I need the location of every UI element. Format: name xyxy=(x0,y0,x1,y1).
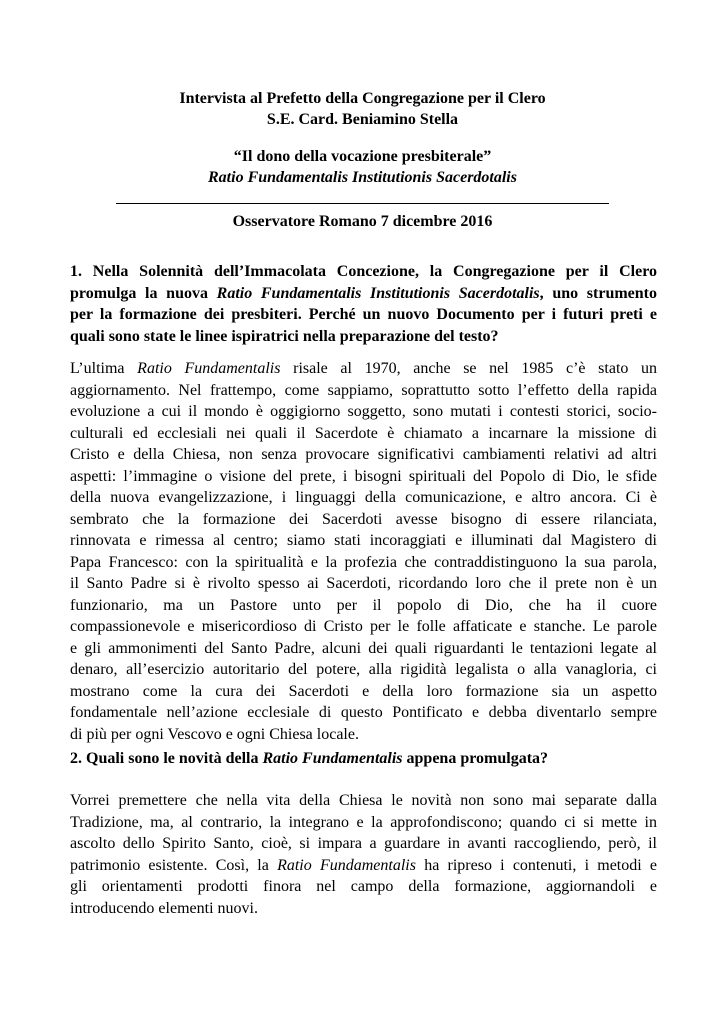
answer-2-line: gli orientamenti prodotti finora nel campo della formazione, aggiornandoli e xyxy=(70,878,657,895)
interviewee-name: S.E. Card. Beniamino Stella xyxy=(266,111,459,128)
answer-2-line: Tradizione, ma, al contrario, la integrano e la approfondiscono; quando ci si mette in xyxy=(70,813,657,831)
answer-1-line: il Santo Padre si è rivolto spesso ai Sacerdoti, ricordando loro che il prete non è un xyxy=(70,575,657,592)
answer-1-line: culturali ed ecclesiali nei quali il Sacerdote è chiamato a incarnare la missione di xyxy=(70,424,657,442)
answer-1-line: aggiornamento. Nel frattempo, come sappiamo, soprattutto sotto l’effetto della rapida xyxy=(70,381,657,399)
question-1-line: promulga la nuova Ratio Fundamentalis Institutionis Sacerdotalis, uno strumento xyxy=(70,284,657,302)
question-2-line: 2. Quali sono le novità della Ratio Fundamentalis appena promulgata? xyxy=(70,750,549,767)
answer-2 xyxy=(70,790,657,919)
question-1-line: 1. Nella Solennità dell’Immacolata Concezione, la Congregazione per il Clero xyxy=(70,263,657,280)
answer-1-line: di più per ogni Vescovo e ogni Chiesa locale. xyxy=(70,725,359,743)
question-1-line: quali sono state le linee ispiratrici nella preparazione del testo? xyxy=(70,327,499,345)
answer-1-line: funzionario, ma un Pastore unto per il popolo di Dio, che ha il cuore xyxy=(70,596,657,614)
question-2 xyxy=(70,748,657,770)
answer-1-line: Cristo e della Chiesa, non senza provocare significativi cambiamenti relativi ad altri xyxy=(70,446,657,463)
question-1-line: per la formazione dei presbiteri. Perché un nuovo Documento per i futuri preti e xyxy=(70,306,657,323)
answer-1-line: denaro, all’esercizio autoritario del potere, alla rigidità legalista o alla vanagloria, ci xyxy=(70,661,657,678)
answer-1 xyxy=(70,358,657,745)
answer-2-line: introducendo elementi nuovi. xyxy=(70,899,258,917)
interview-subtitle: “Il dono della vocazione presbiterale” xyxy=(233,148,492,165)
answer-1-line: Papa Francesco: con la spiritualità e la profezia che contraddistinguono la sua parola, xyxy=(70,553,657,571)
answer-1-line: fondamentale nell’azione ecclesiale di questo Pontificato e debba diventarlo sempre xyxy=(70,704,657,721)
answer-1-line: sembrato che la formazione dei Sacerdoti avesse bisogno di essere rilanciata, xyxy=(70,510,657,528)
header-divider xyxy=(116,203,609,204)
answer-2-line: patrimonio esistente. Così, la Ratio Fundamentalis ha ripreso i contenuti, i metodi e xyxy=(70,856,658,874)
answer-1-line: L’ultima Ratio Fundamentalis risale al 1970, anche se nel 1985 c’è stato un xyxy=(70,360,658,377)
interview-title: Intervista al Prefetto della Congregazione per il Clero xyxy=(179,90,546,107)
answer-2-line: ascolto dello Spirito Santo, cioè, si impara a guardare in avanti raccogliendo, però, il xyxy=(70,835,657,852)
answer-1-line: e gli ammonimenti del Santo Padre, alcuni dei quali riguardanti le tentazioni legate al xyxy=(70,639,657,657)
question-1 xyxy=(70,261,657,347)
answer-1-line: rinnovata e rimessa al centro; siamo stati incoraggiati e illuminati dal Magistero di xyxy=(70,532,657,549)
answer-1-line: mostrano come la cura dei Sacerdoti e della loro formazione sia un aspetto xyxy=(70,682,657,700)
document-title: Ratio Fundamentalis Institutionis Sacerdotalis xyxy=(208,169,517,186)
answer-2-line: Vorrei premettere che nella vita della Chiesa le novità non sono mai separate dalla xyxy=(70,792,657,809)
answer-1-line: evoluzione a cui il mondo è oggigiorno soggetto, sono mutati i contesti storici, socio- xyxy=(70,403,657,420)
answer-1-line: della nuova evangelizzazione, i linguaggi della comunicazione, e altro ancora. Ci è xyxy=(70,489,657,506)
source-line: Osservatore Romano 7 dicembre 2016 xyxy=(232,213,493,230)
answer-1-line: aspetti: l’immagine o visione del prete, i bisogni spirituali del Popolo di Dio, le sfide xyxy=(70,467,657,485)
answer-1-line: compassionevole e misericordioso di Cristo per le folle affaticate e stanche. Le parole xyxy=(70,618,657,635)
